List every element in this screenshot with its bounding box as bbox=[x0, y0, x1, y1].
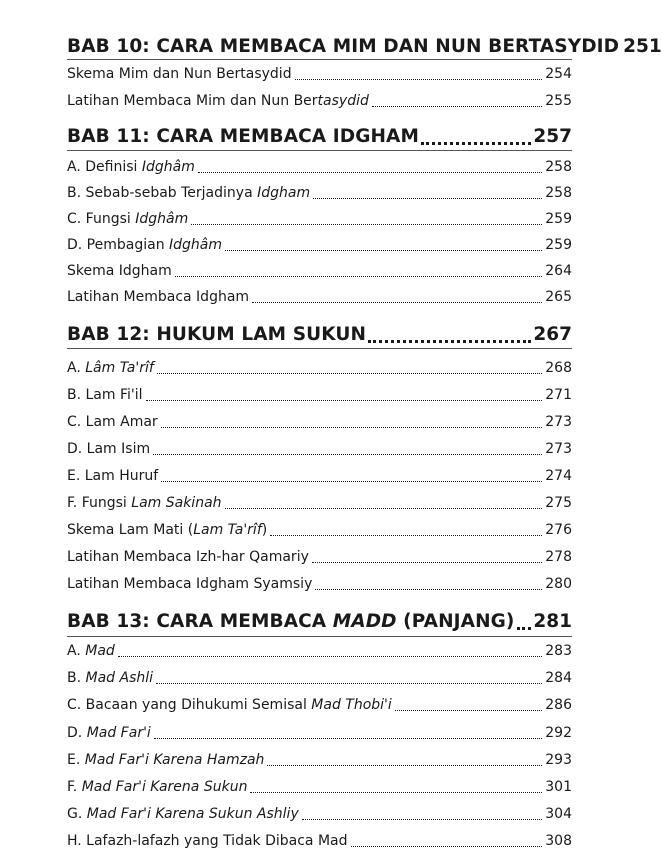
dot-leader bbox=[175, 276, 542, 277]
dot-leader bbox=[302, 819, 543, 820]
toc-entry[interactable] bbox=[67, 698, 572, 712]
dot-leader bbox=[118, 656, 542, 657]
entry-page-number: 265 bbox=[545, 289, 572, 305]
entry-title: B. Mad Ashli bbox=[67, 670, 154, 686]
entry-title: C. Bacaan yang Dihukumi Semisal Mad Thobi'i bbox=[67, 697, 392, 713]
entry-page-number: 278 bbox=[545, 549, 572, 565]
entry-title: G. Mad Far'i Karena Sukun Ashliy bbox=[67, 806, 299, 822]
dot-leader bbox=[517, 627, 532, 630]
chapter-rule bbox=[67, 150, 572, 151]
entry-title: Skema Idgham bbox=[67, 263, 172, 279]
entry-title: C. Lam Amar bbox=[67, 414, 158, 430]
entry-title: Skema Lam Mati (Lam Ta'rîf) bbox=[67, 522, 268, 538]
dot-leader bbox=[154, 738, 542, 739]
entry-page-number: 264 bbox=[545, 263, 572, 279]
entry-page-number: 258 bbox=[545, 159, 572, 175]
entry-title: Latihan Membaca Idgham bbox=[67, 289, 250, 305]
dot-leader bbox=[156, 683, 542, 684]
toc-entry[interactable] bbox=[67, 577, 572, 591]
entry-page-number: 258 bbox=[545, 185, 572, 201]
toc-entry[interactable] bbox=[67, 644, 572, 658]
entry-page-number: 283 bbox=[545, 643, 572, 659]
chapter-title: BAB 13: CARA MEMBACA MADD (PANJANG) bbox=[67, 611, 515, 632]
entry-title: D. Pembagian Idghâm bbox=[67, 237, 223, 253]
toc-entry[interactable] bbox=[67, 94, 572, 108]
entry-title: Latihan Membaca Idgham Syamsiy bbox=[67, 576, 313, 592]
entry-title: Latihan Membaca Mim dan Nun Bertasydid bbox=[67, 93, 369, 109]
entry-page-number: 308 bbox=[545, 833, 572, 849]
entry-title: A. Lâm Ta'rîf bbox=[67, 360, 154, 376]
toc-entry[interactable] bbox=[67, 290, 572, 304]
chapter-title: BAB 10: CARA MEMBACA MIM DAN NUN BERTASYDID bbox=[67, 36, 620, 57]
entry-title: C. Fungsi Idghâm bbox=[67, 211, 189, 227]
chapter-title: BAB 12: HUKUM LAM SUKUN bbox=[67, 324, 367, 345]
dot-leader bbox=[225, 250, 542, 251]
toc-entry[interactable] bbox=[67, 496, 572, 510]
toc-entry[interactable] bbox=[67, 212, 572, 226]
entry-page-number: 280 bbox=[545, 576, 572, 592]
dot-leader bbox=[161, 427, 543, 428]
dot-leader bbox=[225, 508, 543, 509]
chapter-page-number: 251 bbox=[623, 36, 662, 57]
entry-page-number: 273 bbox=[545, 414, 572, 430]
entry-page-number: 274 bbox=[545, 468, 572, 484]
dot-leader bbox=[395, 710, 542, 711]
chapter-rule bbox=[67, 59, 572, 60]
dot-leader bbox=[351, 846, 543, 847]
entry-title: D. Lam Isim bbox=[67, 441, 151, 457]
dot-leader bbox=[270, 535, 542, 536]
dot-leader bbox=[250, 792, 542, 793]
chapter-heading[interactable] bbox=[67, 128, 572, 147]
dot-leader bbox=[313, 198, 542, 199]
toc-entry[interactable] bbox=[67, 160, 572, 174]
entry-page-number: 286 bbox=[545, 697, 572, 713]
toc-entry[interactable] bbox=[67, 671, 572, 685]
entry-page-number: 293 bbox=[545, 752, 572, 768]
entry-page-number: 259 bbox=[545, 237, 572, 253]
toc-entry[interactable] bbox=[67, 834, 572, 848]
chapter-rule bbox=[67, 636, 572, 637]
toc-entry[interactable] bbox=[67, 67, 572, 81]
entry-page-number: 275 bbox=[545, 495, 572, 511]
dot-leader bbox=[315, 589, 542, 590]
entry-title: A. Definisi Idghâm bbox=[67, 159, 195, 175]
dot-leader bbox=[198, 172, 542, 173]
entry-page-number: 276 bbox=[545, 522, 572, 538]
dot-leader bbox=[421, 142, 531, 145]
entry-title: A. Mad bbox=[67, 643, 115, 659]
entry-title: F. Fungsi Lam Sakinah bbox=[67, 495, 222, 511]
entry-title: B. Lam Fi'il bbox=[67, 387, 143, 403]
entry-title: Skema Mim dan Nun Bertasydid bbox=[67, 66, 292, 82]
dot-leader bbox=[252, 302, 542, 303]
entry-page-number: 292 bbox=[545, 725, 572, 741]
dot-leader bbox=[191, 224, 542, 225]
toc-entry[interactable] bbox=[67, 415, 572, 429]
entry-title: E. Mad Far'i Karena Hamzah bbox=[67, 752, 265, 768]
toc-entry[interactable] bbox=[67, 807, 572, 821]
toc-entry[interactable] bbox=[67, 550, 572, 564]
toc-entry[interactable] bbox=[67, 469, 572, 483]
dot-leader bbox=[295, 79, 543, 80]
dot-leader bbox=[157, 373, 542, 374]
entry-title: B. Sebab-sebab Terjadinya Idgham bbox=[67, 185, 311, 201]
toc-entry[interactable] bbox=[67, 186, 572, 200]
entry-page-number: 271 bbox=[545, 387, 572, 403]
dot-leader bbox=[372, 106, 542, 107]
entry-page-number: 284 bbox=[545, 670, 572, 686]
entry-page-number: 268 bbox=[545, 360, 572, 376]
entry-title: D. Mad Far'i bbox=[67, 725, 151, 741]
chapter-rule bbox=[67, 348, 572, 349]
dot-leader bbox=[146, 400, 543, 401]
toc-entry[interactable] bbox=[67, 523, 572, 537]
toc-entry[interactable] bbox=[67, 388, 572, 402]
entry-page-number: 273 bbox=[545, 441, 572, 457]
entry-title: E. Lam Huruf bbox=[67, 468, 159, 484]
entry-page-number: 304 bbox=[545, 806, 572, 822]
entry-page-number: 259 bbox=[545, 211, 572, 227]
toc-entry[interactable] bbox=[67, 361, 572, 375]
entry-title: Latihan Membaca Izh-har Qamariy bbox=[67, 549, 309, 565]
chapter-heading[interactable] bbox=[67, 36, 662, 57]
toc-entry[interactable] bbox=[67, 442, 572, 456]
toc-entry[interactable] bbox=[67, 238, 572, 252]
chapter-page-number: 281 bbox=[533, 611, 572, 632]
chapter-heading[interactable] bbox=[67, 613, 572, 632]
toc-entry[interactable] bbox=[67, 264, 572, 278]
chapter-title: BAB 11: CARA MEMBACA IDGHAM bbox=[67, 126, 419, 147]
dot-leader bbox=[267, 765, 542, 766]
entry-title: F. Mad Far'i Karena Sukun bbox=[67, 779, 248, 795]
chapter-heading[interactable] bbox=[67, 326, 572, 345]
dot-leader bbox=[161, 481, 542, 482]
dot-leader bbox=[312, 562, 542, 563]
toc-entry[interactable] bbox=[67, 726, 572, 740]
entry-title: H. Lafazh-lafazh yang Tidak Dibaca Mad bbox=[67, 833, 348, 849]
toc-entry[interactable] bbox=[67, 753, 572, 767]
entry-page-number: 301 bbox=[545, 779, 572, 795]
dot-leader bbox=[153, 454, 542, 455]
entry-page-number: 255 bbox=[545, 93, 572, 109]
toc-entry[interactable] bbox=[67, 780, 572, 794]
chapter-page-number: 267 bbox=[533, 324, 572, 345]
chapter-page-number: 257 bbox=[533, 126, 572, 147]
entry-page-number: 254 bbox=[545, 66, 572, 82]
dot-leader bbox=[368, 340, 531, 343]
